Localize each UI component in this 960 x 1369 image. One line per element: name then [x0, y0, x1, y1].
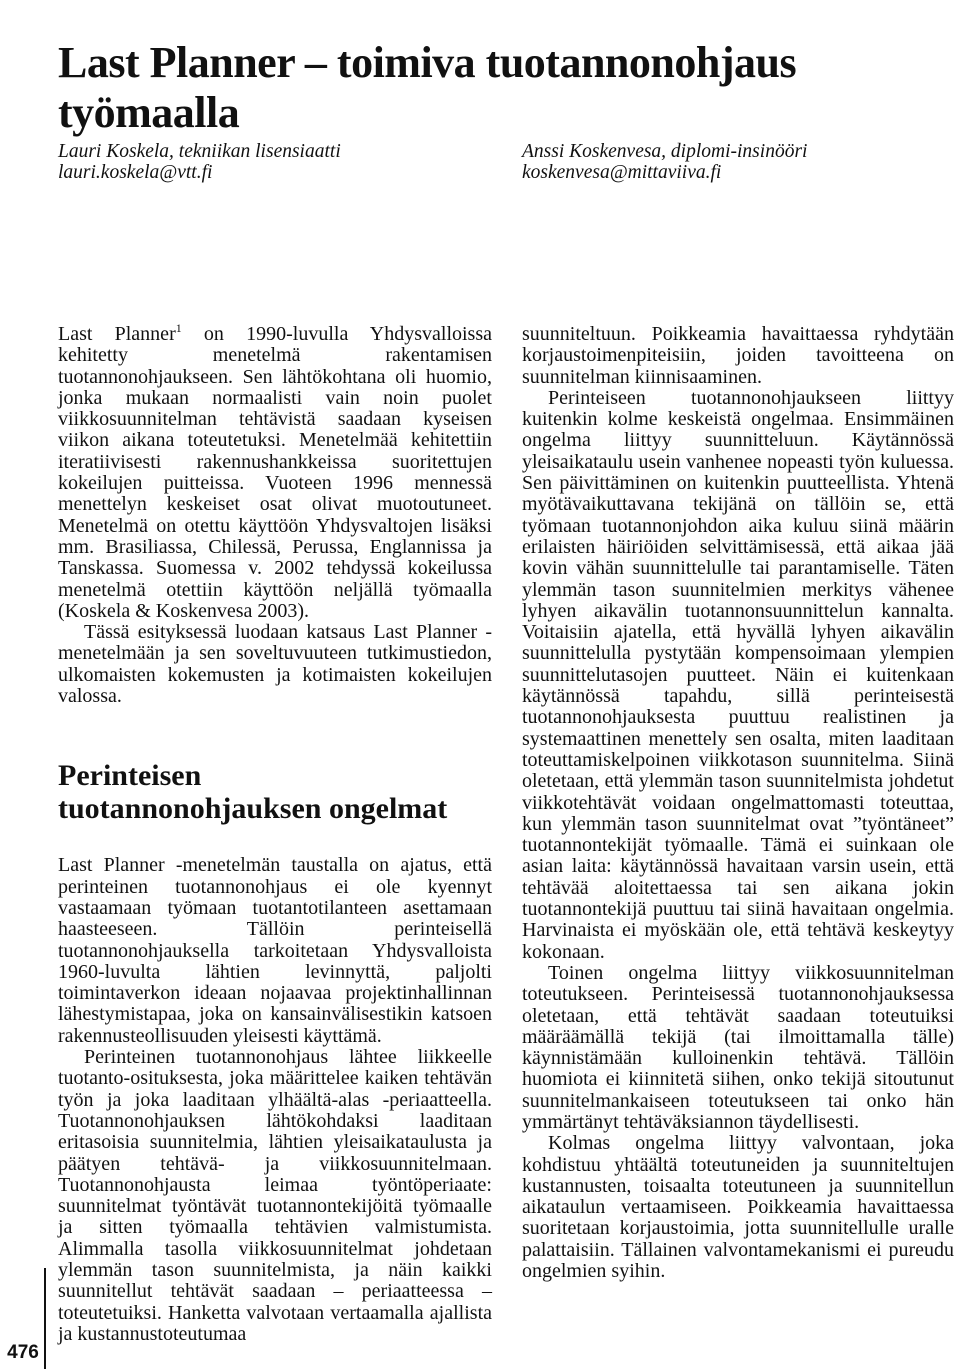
intro-text-start: Last Planner	[58, 323, 176, 345]
section-heading-line: Perinteisen	[58, 759, 202, 793]
section-heading-line: tuotannonohjauksen ongelmat	[58, 792, 448, 826]
body-paragraph: Kolmas ongelma liittyy valvontaan, joka kohdistuu yhtäältä toteutuneiden ja suunniteltujen kustannusten, toisaalta toteutuneen ja suunnitellun aikataulun vertaamiseen. Poikkeamia havaittaessa suoritetaan korjaustoimia, jotta suunnitellulle uralle palattaisiin. Tällainen valvontamekanismi ei pureudu ongelmien syihin.	[522, 1132, 954, 1283]
author-name: Lauri Koskela, tekniikan lisensiaatti	[58, 141, 341, 162]
left-column	[58, 321, 493, 1345]
author-name: Anssi Koskenvesa, diplomi-insinööri	[522, 141, 808, 162]
article-title: Last Planner – toimiva tuotannonohjaus työmaalla	[58, 38, 797, 137]
section-heading	[58, 759, 492, 825]
intro-paragraph: Tässä esityksessä luodaan katsaus Last Planner -menetelmään ja sen soveltuvuuteen tutkimustiedon, ulkomaisten kokemusten ja kotimaisten kokeilujen valossa.	[58, 621, 492, 708]
author-email: lauri.koskela@vtt.fi	[58, 162, 213, 183]
body-paragraph: Toinen ongelma liittyy viikkosuunnitelman toteutukseen. Perinteisessä tuotannonohjauksessa oletetaan, että tehtävät saadaan toteutuiksi määräämällä tekijä (tai ilmoittamalla tälle) käynnistämään kulloinenkin tehtävä. Tällöin huomiota ei kiinnitetä siihen, onko tekijä sitoutunut suunnitelmankaiseen toteutukseen tai onko hän ymmärtänyt tehtäväksiannon täydellisesti.	[522, 961, 954, 1133]
body-paragraph: suunniteltuun. Poikkeamia havaittaessa ryhdytään korjaustoimenpiteisiin, joiden tavoitteena on suunnitelman kiinnisaaminen.	[522, 323, 954, 388]
author-email: koskenvesa@mittaviiva.fi	[522, 162, 722, 183]
body-paragraph: Perinteinen tuotannonohjaus lähtee liikkeelle tuotanto-osituksesta, joka määrittelee kaiken tehtävän työn ja joka laaditaan ylhäältä-alas -periaatteella. Tuotannonohjauksen lähtökohdaksi laaditaan eritasoisia suunnitelmia, lähtien yleisaikataulusta ja päätyen tehtävä- ja viikkosuunnitelmaan. Tuotannonohjausta leimaa työntöperiaate: suunnitelmat työntävät tuotannontekijöitä työmaalle ja sitten työmaalla tehtävien valmistumista. Alimmalla tasolla viikkosuunnitelmat johdetaan ylemmän tason suunnitelmista, ja näin kaikki suunnitellut tehtävät saadaan – periaatteessa – toteutetuiksi. Hanketta valvotaan vertaamalla ajallista ja kustannustoteutumaa	[58, 1046, 492, 1345]
body-paragraph: Last Planner -menetelmän taustalla on ajatus, että perinteinen tuotannonohjaus ei ole kyennyt vastaamaan työmaan tuotantotilanteen asettamaan haasteeseen. Tällöin perinteisellä tuotannonohjauksella tarkoitetaan Yhdysvalloista 1960-luvulta lähtien levinnyttä, paljolti toimintaverkon ideaan nojaavaa projektinhallinnan lähestymistapaa, joka on kansainvälisestikin katsoen rakennusteollisuuden yleisesti käyttämä.	[58, 854, 492, 1047]
footnote-marker: 1	[175, 321, 182, 335]
body-paragraph: Perinteiseen tuotannonohjaukseen liittyy kuitenkin kolme keskeistä ongelmaa. Ensimmäinen ongelma liittyy suunnitteluun. Käytännössä yleisaikataulu usein vanhenee nopeasti työn kuluessa. Sen päivittäminen on kuitenkin puutteellista. Yhtenä myötävaikuttavana tekijänä on tällöin se, että työmaan tuotannonjohdon aika kuluu siinä määrin erilaisten häiriöiden selvittämisessä, että aikaa jää kovin vähän suunnittelulle tai parantamiselle. Täten ylemmän tason suunnitelmien merkitys vähenee lyhyen aikavälin tuotannonsuunnittelun kannalta. Voitaisiin ajatella, että hyvällä lyhyen aikavälin suunnittelulla pystytään kompensoimaan ylempien suunnittelutasojen puutteet. Näin ei kuitenkaan käytännössä tapahdu, sillä perinteisestä tuotannonohjauksesta puuttuu realistinen ja systemaattinen menettely sen osalta, miten laaditaan toteuttamiskelpoinen viikkotason suunnitelma. Siinä oletetaan, että ylemmän tason suunnitelmista johdetut viikkotehtävät voidaan ongelmattomasti toteuttaa, kun ylemmän tason suunnitelmat ovat ”työntäneet” tuotannontekijät työmaalle. Tämä ei suinkaan ole asian laita: käytännössä havaitaan varsin usein, että tehtävää aloitettaessa tai sen aikana jokin tuotannontekijä puuttuu tai siinä havaitaan ongelmia. Harvinaista ei myöskään ole, että tehtävä keskeytyy kokonaan.	[522, 386, 954, 963]
author-block	[522, 141, 807, 183]
intro-text-rest: on 1990-luvulla Yhdysvalloissa kehitetty menetelmä rakentamisen tuotannonohjaukseen. Sen lähtökohtana oli huomio, jonka mukaan normaalisti vain noin puolet viikkosuunnitelman tehtävistä saadaan kyseisen viikon aikana toteutetuksi. Menetelmää kehitettiin iteratiivisesti rakennushankkeissa suoritettujen kokeilujen puitteissa. Vuoteen 1996 mennessä menettelyn keskeiset osat olivat muotoutuneet. Menetelmä on otettu käyttöön Yhdysvaltojen lisäksi mm. Brasiliassa, Chilessä, Perussa, Englannissa ja Tanskassa. Suomessa v. 2002 tehdyssä kokeilussa menetelmä otettiin käyttöön neljällä työmaalla (Koskela & Koskenvesa 2003).	[58, 323, 493, 622]
intro-paragraph	[58, 321, 493, 622]
author-block	[58, 141, 341, 183]
page-number: 476	[7, 1342, 39, 1363]
right-column	[522, 324, 954, 1282]
